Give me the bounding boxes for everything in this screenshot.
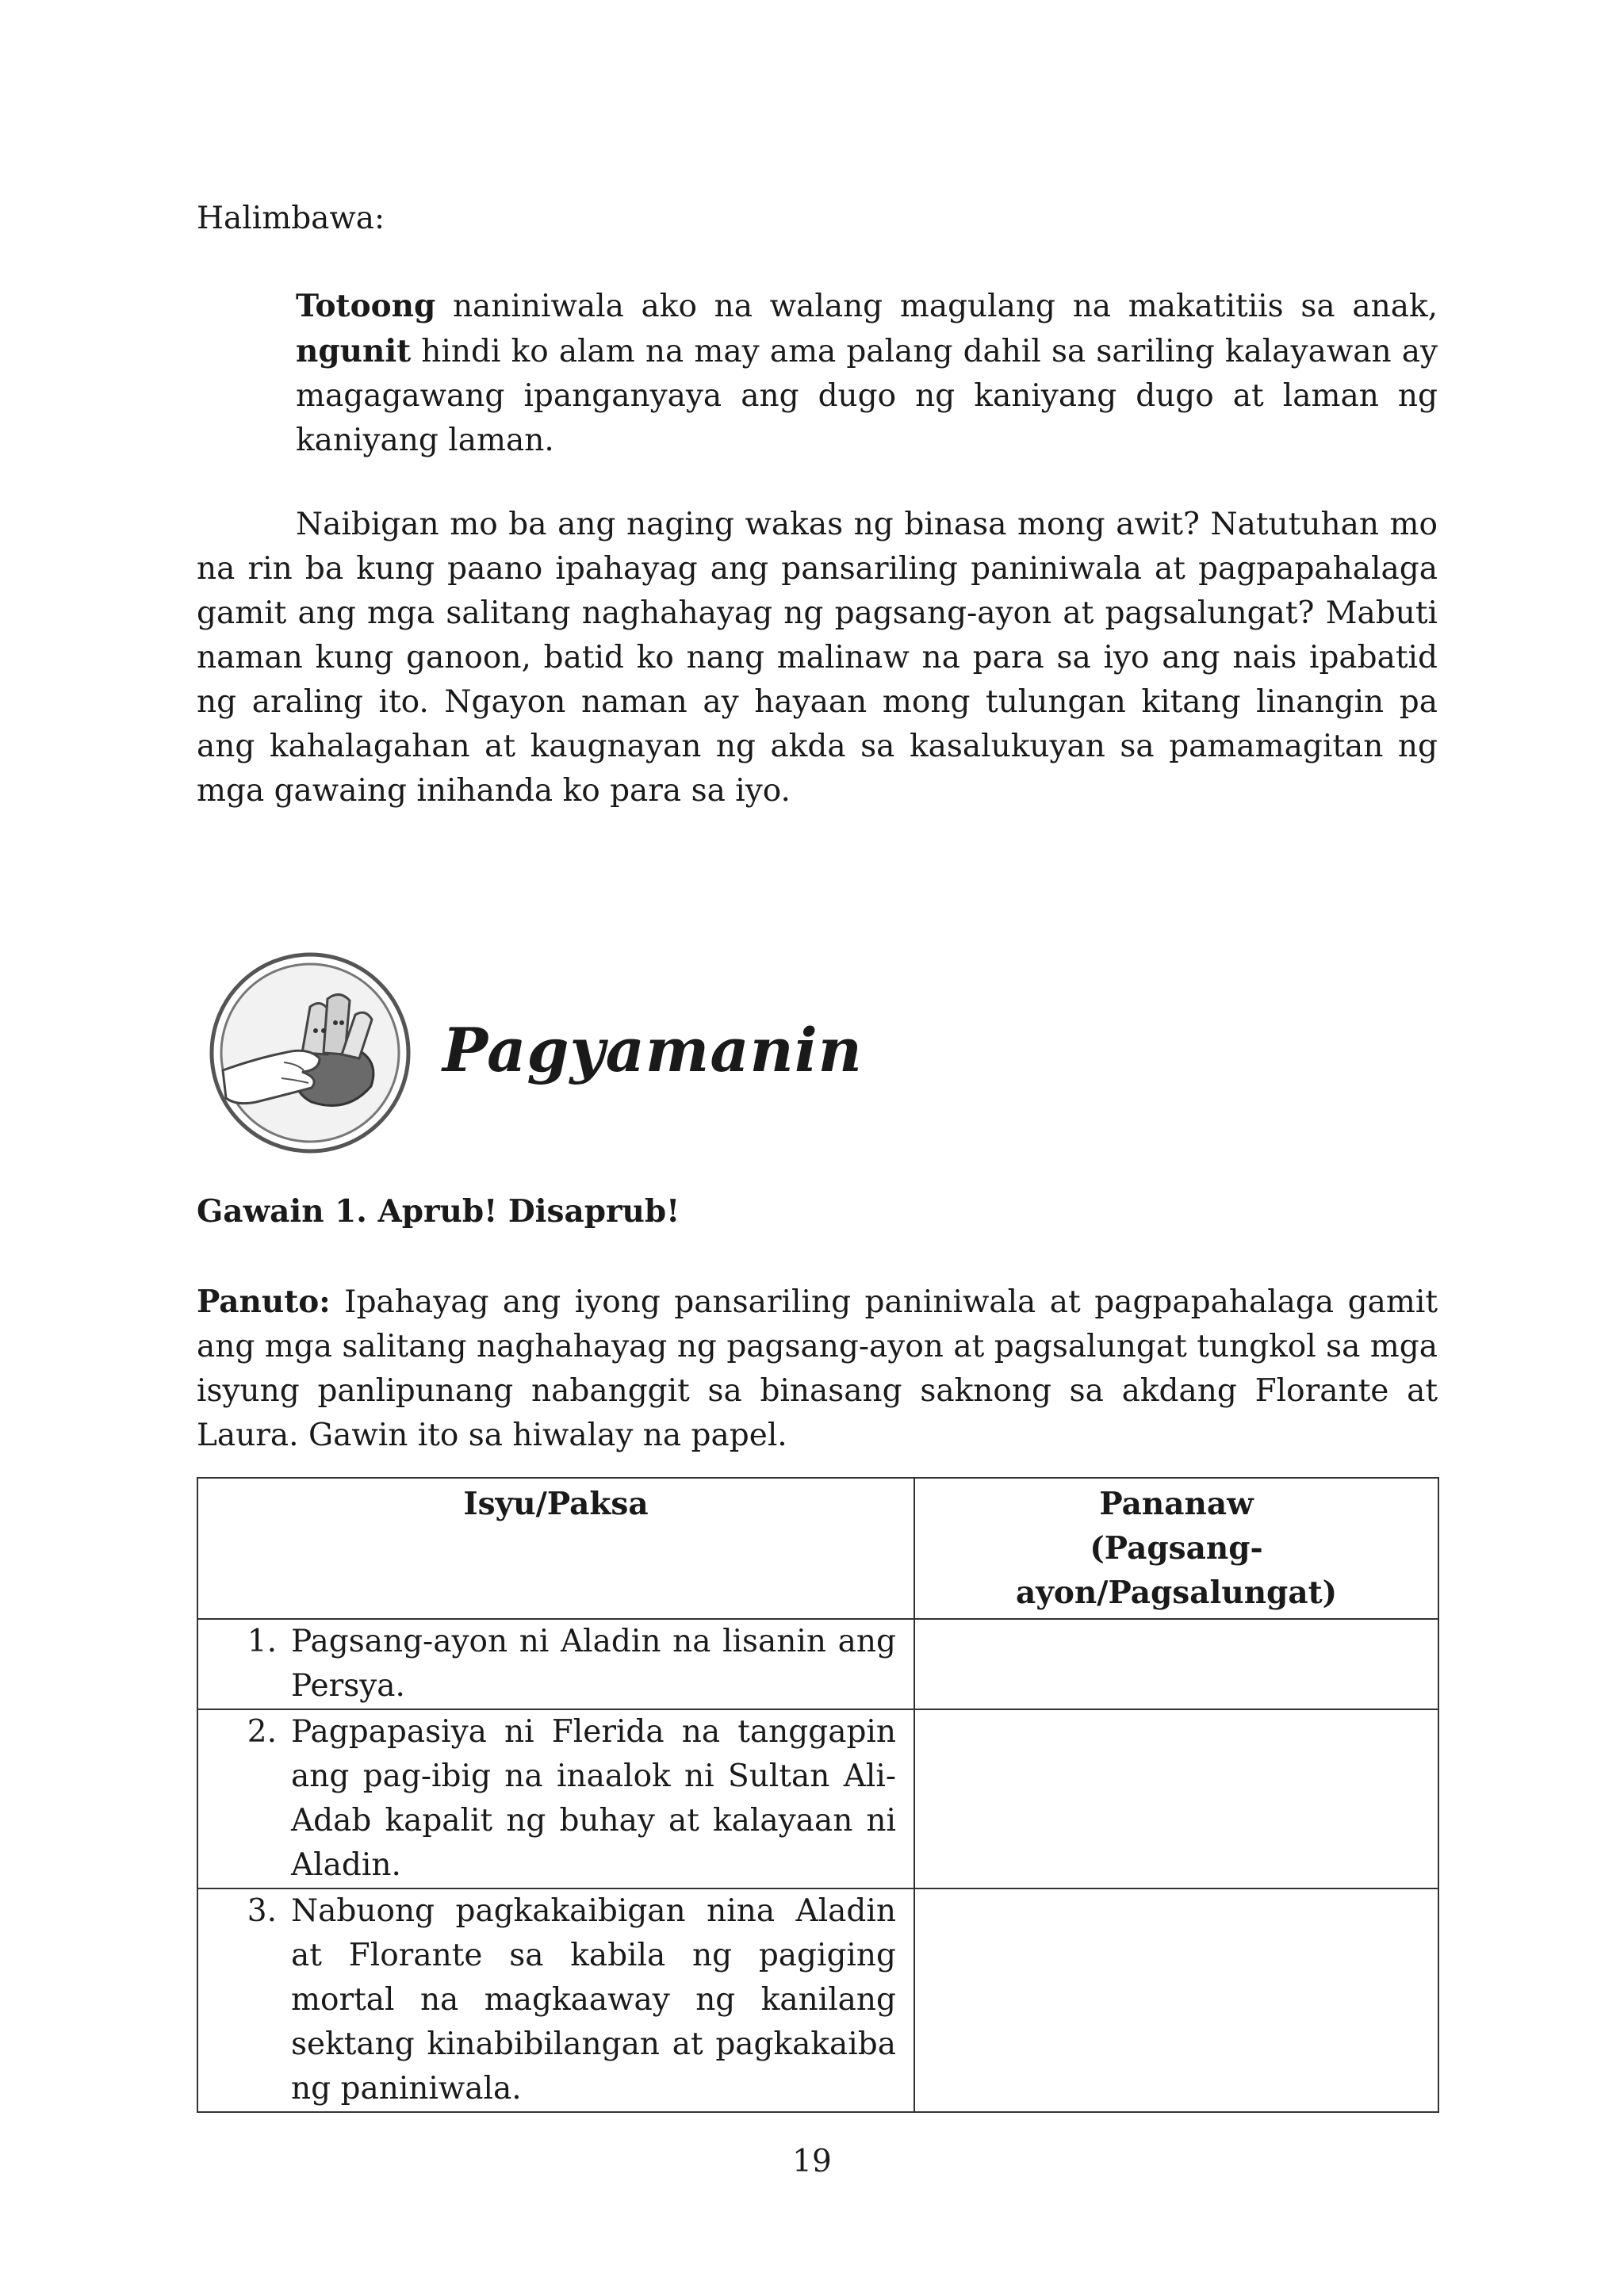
instructions — [197, 1280, 1438, 1458]
item-number: 1. — [247, 1624, 277, 1659]
table-row — [197, 1888, 1438, 2112]
instructions-text: Ipahayag ang iyong pansariling paniniwala at pagpapahalaga gamit ang mga salitang naghahayag ng pagsang-ayon at pagsalungat tungkol sa mga isyung panlipunang nabanggit sa binasang saknong sa akdang Florante at Laura. Gawin ito sa hiwalay na papel. — [197, 1284, 1438, 1453]
example-bold-word-1: Totoong — [296, 288, 436, 324]
example-block — [296, 284, 1438, 463]
body-paragraph: Naibigan mo ba ang naging wakas ng binasa mong awit? Natutuhan mo na rin ba kung paano ipahayag ang pansariling paniniwala at pagpapahalaga gamit ang mga salitang naghahayag ng pagsang-ayon at pagsalungat? Mabuti naman kung ganoon, batid ko nang malinaw na para sa iyo ang nais ipabatid ng araling ito. Ngayon naman ay hayaan mong tulungan kitang linangin pa ang kahalagahan at kaugnayan ng akda sa kasalukuyan sa pamamagitan ng mga gawaing inihanda ko para sa iyo. — [197, 507, 1438, 809]
table-row — [197, 1619, 1438, 1709]
answer-cell[interactable] — [914, 1619, 1438, 1709]
header-view-line-1: Pananaw — [1099, 1486, 1254, 1522]
instructions-label: Panuto: — [197, 1284, 331, 1320]
answer-cell[interactable] — [914, 1888, 1438, 2112]
example-bold-word-2: ngunit — [296, 333, 412, 369]
issue-cell — [197, 1888, 914, 2112]
issue-cell — [197, 1619, 914, 1709]
example-text-2: hindi ko alam na may ama palang dahil sa sariling kalayawan ay magagawang ipanganyaya ang dugo ng kaniyang dugo at laman ng kaniyang laman. — [296, 334, 1438, 458]
table-header-row — [197, 1478, 1438, 1619]
hand-holding-bag-icon — [209, 951, 412, 1154]
issue-cell — [197, 1709, 914, 1888]
item-text: Pagsang-ayon ni Aladin na lisanin ang Persya. — [291, 1624, 896, 1704]
header-view — [914, 1478, 1438, 1619]
header-issue: Isyu/Paksa — [197, 1478, 914, 1619]
header-view-line-2: (Pagsang-ayon/Pagsalungat) — [1015, 1530, 1338, 1611]
page-number: 19 — [792, 2144, 832, 2179]
example-text-1: naniniwala ako na walang magulang na makatitiis sa anak, — [435, 289, 1438, 324]
item-text: Pagpapasiya ni Flerida na tanggapin ang pag-ibig na inaalok ni Sultan Ali-Adab kapalit ng buhay at kalayaan ni Aladin. — [291, 1714, 896, 1883]
activity-table — [197, 1477, 1439, 2113]
item-number: 3. — [247, 1893, 277, 1929]
section-title: Pagyamanin — [442, 1015, 863, 1085]
table-row — [197, 1709, 1438, 1888]
example-label: Halimbawa: — [197, 201, 385, 236]
activity-title: Gawain 1. Aprub! Disaprub! — [197, 1193, 680, 1230]
item-text: Nabuong pagkakaibigan nina Aladin at Florante sa kabila ng pagiging mortal na magkaaway ng kanilang sektang kinabibilangan at pagkakaiba ng paniniwala. — [291, 1893, 896, 2107]
answer-cell[interactable] — [914, 1709, 1438, 1888]
item-number: 2. — [247, 1714, 277, 1750]
